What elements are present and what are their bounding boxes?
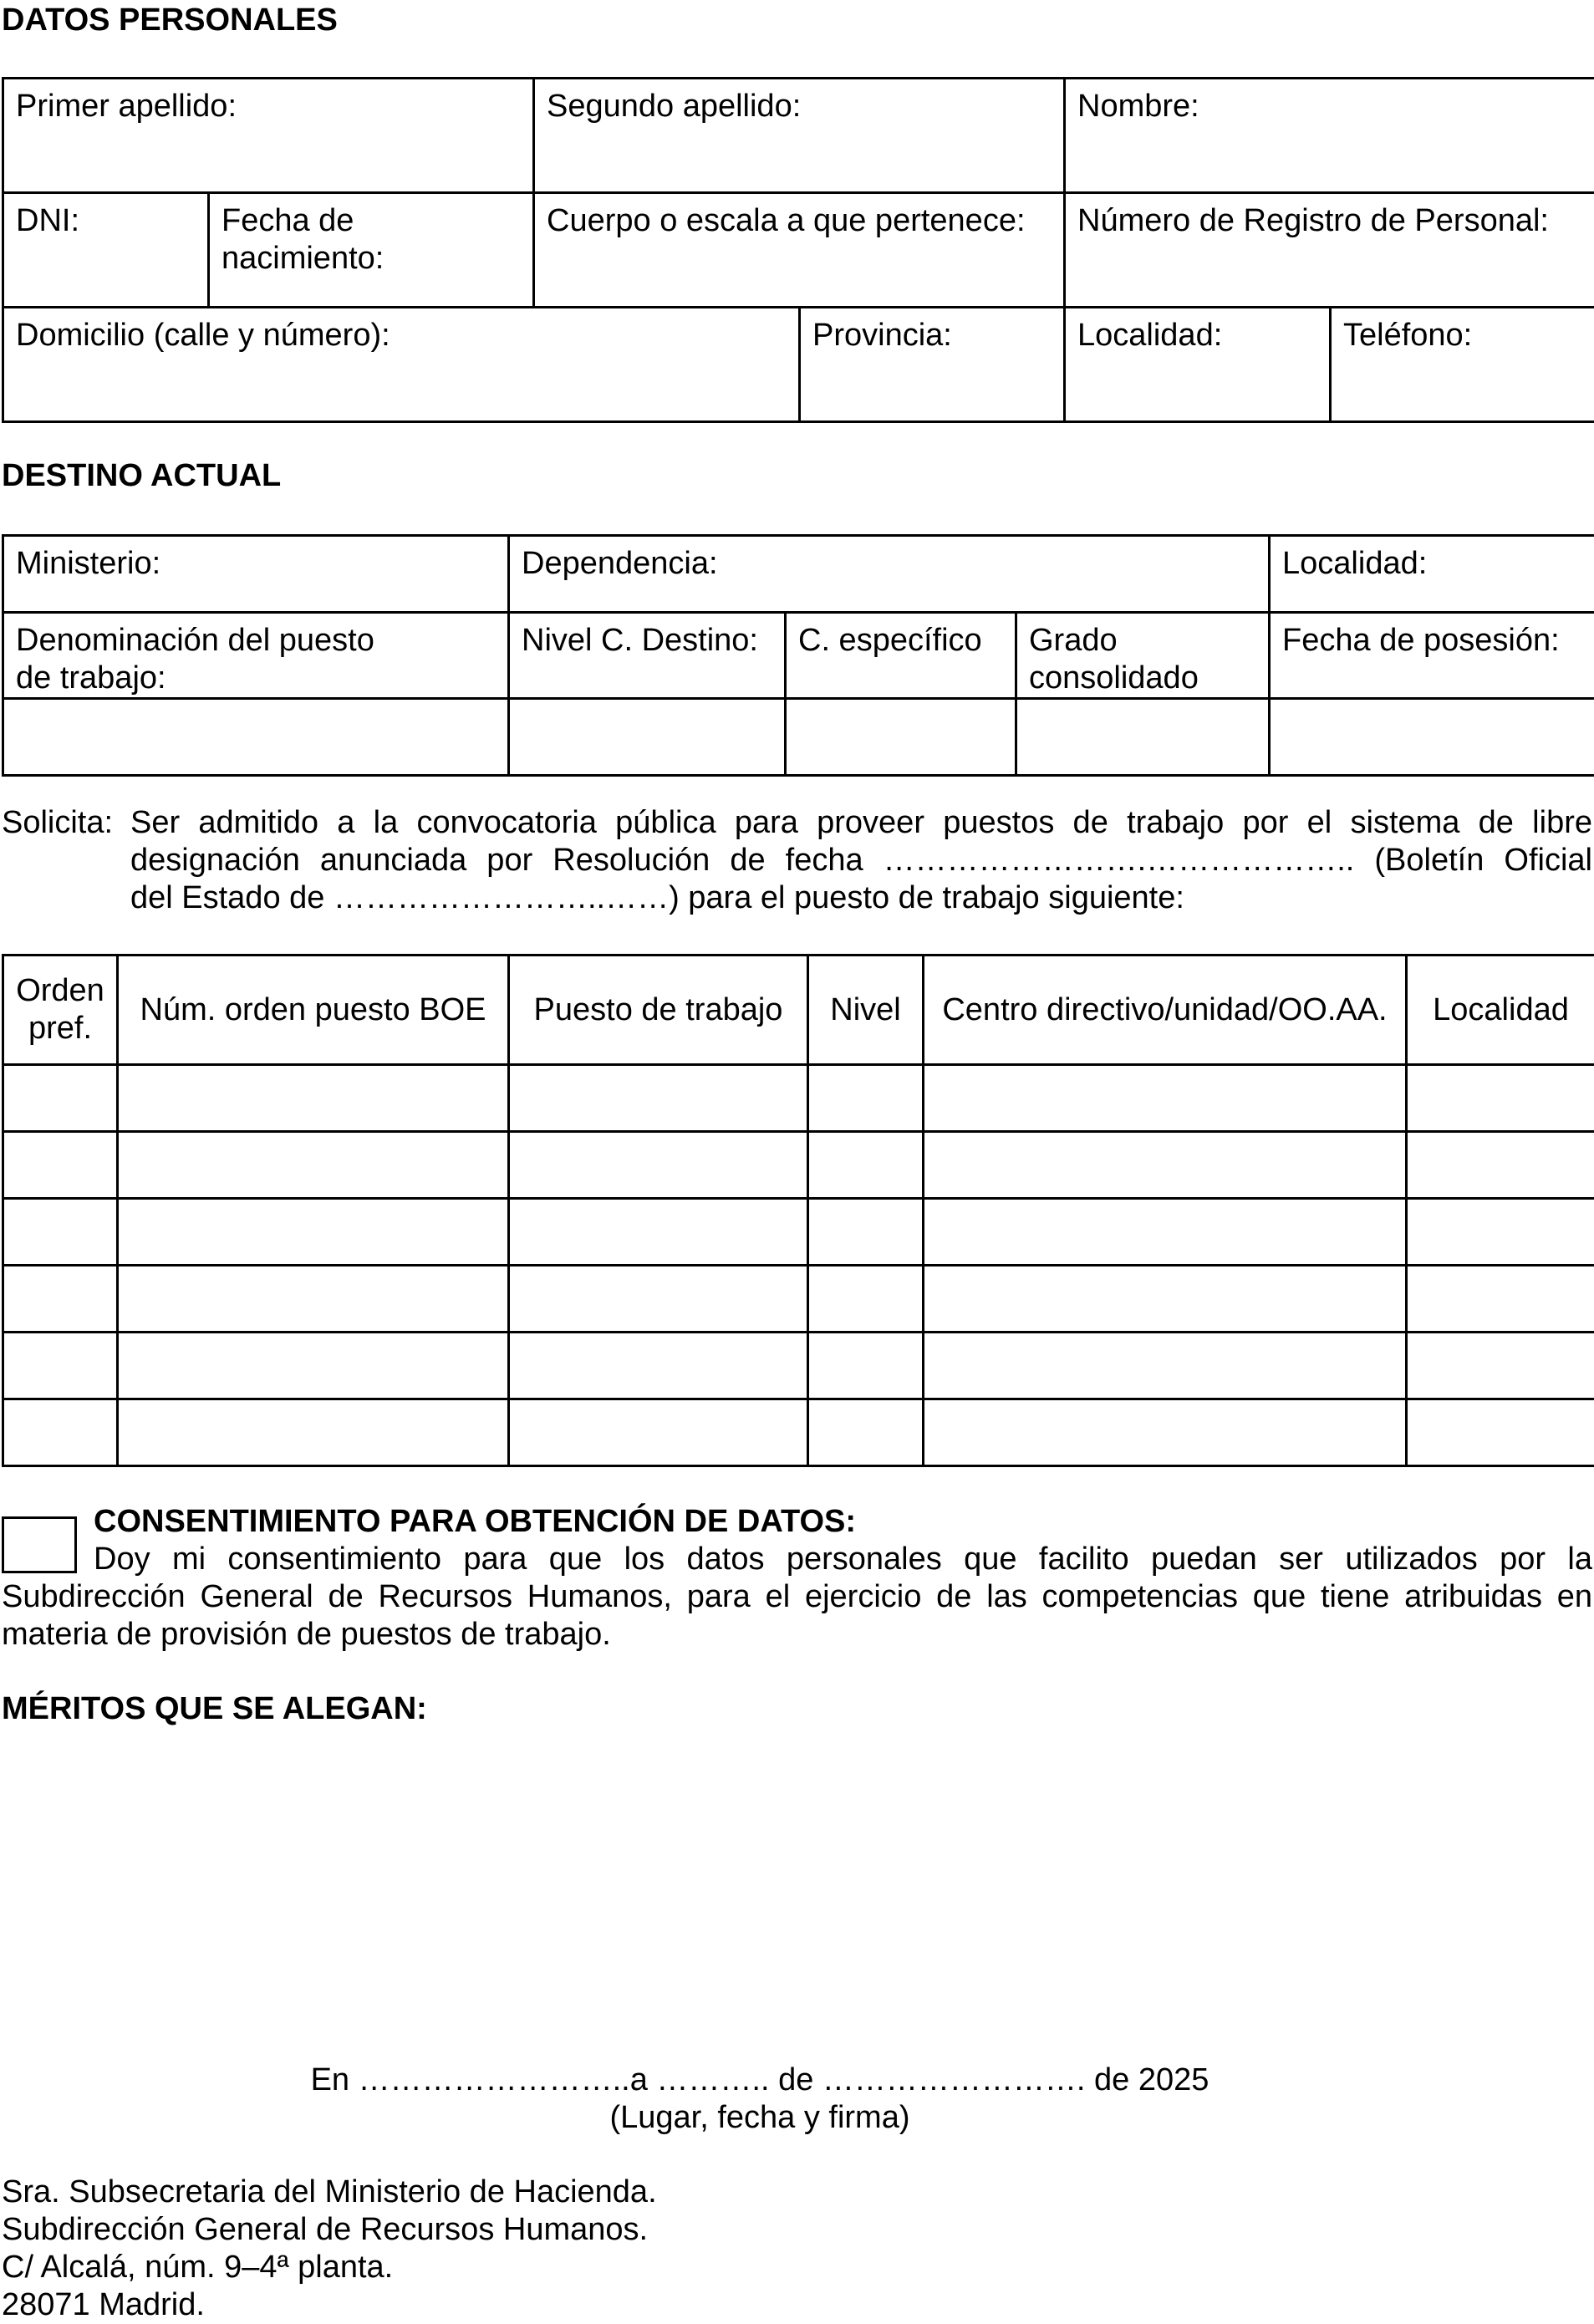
grado-header [1016,613,1270,699]
centro-cell[interactable] [924,1132,1407,1199]
localidad-cell[interactable] [1407,1333,1594,1399]
nrp-field[interactable] [1065,193,1594,308]
grado-input[interactable] [1016,699,1270,776]
num-orden-cell[interactable] [118,1199,509,1266]
especifico-input[interactable] [786,699,1016,776]
puesto-localidad-header [1407,956,1594,1065]
orden-cell[interactable] [3,1399,118,1466]
table-row [3,1333,1594,1399]
nivel-cell[interactable] [808,1065,924,1132]
grado-label-2: consolidado [1029,660,1268,697]
nrp-label: Número de Registro de Personal: [1077,203,1549,238]
num-orden-label: Núm. orden puesto BOE [140,992,486,1027]
localidad-field[interactable] [1065,308,1331,422]
puesto-nivel-header [808,956,924,1065]
address-block [2,2174,657,2324]
puesto-cell[interactable] [509,1399,808,1466]
solicita-label: Solicita: [2,804,113,842]
grado-label-1: Grado [1029,622,1268,660]
dni-field[interactable] [3,193,209,308]
localidad-cell[interactable] [1407,1132,1594,1199]
provincia-field[interactable] [800,308,1065,422]
puesto-cell[interactable] [509,1333,808,1399]
centro-cell[interactable] [924,1065,1407,1132]
consent-line-1: Doy mi consentimiento para que los datos personales que facilito puedan ser utilizados por la [94,1541,1592,1578]
puesto-label: Puesto de trabajo [534,992,783,1027]
signature-caption: (Lugar, fecha y firma) [0,2099,1520,2137]
orden-label-1: Orden [9,972,111,1010]
consent-line-2: Subdirección General de Recursos Humanos, para el ejercicio de las competencias que tiene atribuidas en [2,1578,1592,1616]
num-orden-cell[interactable] [118,1132,509,1199]
puesto-cell[interactable] [509,1065,808,1132]
centro-cell[interactable] [924,1333,1407,1399]
posesion-header [1270,613,1594,699]
num-orden-header [118,956,509,1065]
especifico-header [786,613,1016,699]
fecha-nacimiento-label-1: Fecha de [222,202,532,240]
ministerio-label: Ministerio: [16,546,160,581]
consent-line-3: materia de provisión de puestos de trabajo. [2,1616,611,1654]
solicita-line-2: designación anunciada por Resolución de fecha …………………….……………….. (Boletín Oficial [130,842,1592,879]
nombre-label: Nombre: [1077,89,1199,124]
localidad-cell[interactable] [1407,1065,1594,1132]
dependencia-label: Dependencia: [522,546,718,581]
posesion-label: Fecha de posesión: [1282,623,1560,658]
fecha-nacimiento-field[interactable] [209,193,534,308]
signature-line: En ……………………..a ……….. de ……………………. de 2025 [0,2062,1520,2099]
nombre-field[interactable] [1065,79,1594,193]
puesto-cell[interactable] [509,1199,808,1266]
centro-header [924,956,1407,1065]
domicilio-field[interactable] [3,308,800,422]
solicita-text [130,804,1592,917]
nivel-cell[interactable] [808,1132,924,1199]
nivel-cell[interactable] [808,1199,924,1266]
especifico-label: C. específico [798,623,982,658]
centro-cell[interactable] [924,1399,1407,1466]
table-row [3,1199,1594,1266]
personal-data-table [2,77,1594,423]
num-orden-cell[interactable] [118,1266,509,1333]
denominacion-header [3,613,509,699]
centro-cell[interactable] [924,1266,1407,1333]
segundo-apellido-field[interactable] [534,79,1065,193]
centro-cell[interactable] [924,1199,1407,1266]
section-heading-destino-actual: DESTINO ACTUAL [2,457,281,495]
nivel-cell[interactable] [808,1399,924,1466]
table-row [3,1065,1594,1132]
localidad-cell[interactable] [1407,1399,1594,1466]
fecha-nacimiento-label-2: nacimiento: [222,240,532,278]
puestos-table [2,954,1594,1467]
orden-label-2: pref. [9,1010,111,1047]
puesto-localidad-label: Localidad [1433,992,1569,1027]
cuerpo-escala-label: Cuerpo o escala a que pertenece: [547,203,1026,238]
dni-label: DNI: [16,203,79,238]
solicita-line-1: Ser admitido a la convocatoria pública para proveer puestos de trabajo por el sistema de libre [130,804,1592,842]
table-row [3,1399,1594,1466]
primer-apellido-field[interactable] [3,79,534,193]
localidad-cell[interactable] [1407,1266,1594,1333]
segundo-apellido-label: Segundo apellido: [547,89,801,124]
localidad-cell[interactable] [1407,1199,1594,1266]
consent-checkbox[interactable] [2,1516,77,1573]
dependencia-field[interactable] [509,536,1270,613]
orden-cell[interactable] [3,1065,118,1132]
address-line-1: Sra. Subsecretaria del Ministerio de Hacienda. [2,2174,657,2211]
puesto-header [509,956,808,1065]
table-row [3,1132,1594,1199]
address-line-4: 28071 Madrid. [2,2286,657,2324]
address-line-3: C/ Alcalá, núm. 9–4ª planta. [2,2249,657,2286]
primer-apellido-label: Primer apellido: [16,89,237,124]
consent-title: CONSENTIMIENTO PARA OBTENCIÓN DE DATOS: [94,1503,856,1541]
domicilio-label: Domicilio (calle y número): [16,318,390,353]
puesto-cell[interactable] [509,1266,808,1333]
section-heading-meritos: MÉRITOS QUE SE ALEGAN: [2,1690,427,1728]
centro-label: Centro directivo/unidad/OO.AA. [942,992,1387,1027]
num-orden-cell[interactable] [118,1065,509,1132]
provincia-label: Provincia: [812,318,952,353]
nivel-header [509,613,786,699]
orden-header [3,956,118,1065]
posesion-input[interactable] [1270,699,1594,776]
denominacion-label-1: Denominación del puesto [16,622,507,660]
telefono-field[interactable] [1331,308,1594,422]
orden-cell[interactable] [3,1132,118,1199]
table-row [3,1266,1594,1333]
puesto-cell[interactable] [509,1132,808,1199]
destino-table [2,534,1594,777]
nivel-cell[interactable] [808,1333,924,1399]
orden-cell[interactable] [3,1333,118,1399]
denominacion-input[interactable] [3,699,509,776]
cuerpo-escala-field[interactable] [534,193,1065,308]
destino-localidad-field[interactable] [1270,536,1594,613]
section-heading-datos-personales: DATOS PERSONALES [2,2,338,39]
address-line-2: Subdirección General de Recursos Humanos. [2,2211,657,2249]
meritos-area[interactable] [2,1735,1592,2036]
nivel-input[interactable] [509,699,786,776]
nivel-label: Nivel C. Destino: [522,623,758,658]
destino-localidad-label: Localidad: [1282,546,1427,581]
solicita-line-3: del Estado de ……………………..……) para el puesto de trabajo siguiente: [130,879,1592,917]
puestos-header-row [3,956,1594,1065]
telefono-label: Teléfono: [1343,318,1472,353]
orden-cell[interactable] [3,1199,118,1266]
num-orden-cell[interactable] [118,1333,509,1399]
localidad-label: Localidad: [1077,318,1222,353]
ministerio-field[interactable] [3,536,509,613]
nivel-cell[interactable] [808,1266,924,1333]
num-orden-cell[interactable] [118,1399,509,1466]
denominacion-label-2: de trabajo: [16,660,507,697]
orden-cell[interactable] [3,1266,118,1333]
puesto-nivel-label: Nivel [830,992,900,1027]
